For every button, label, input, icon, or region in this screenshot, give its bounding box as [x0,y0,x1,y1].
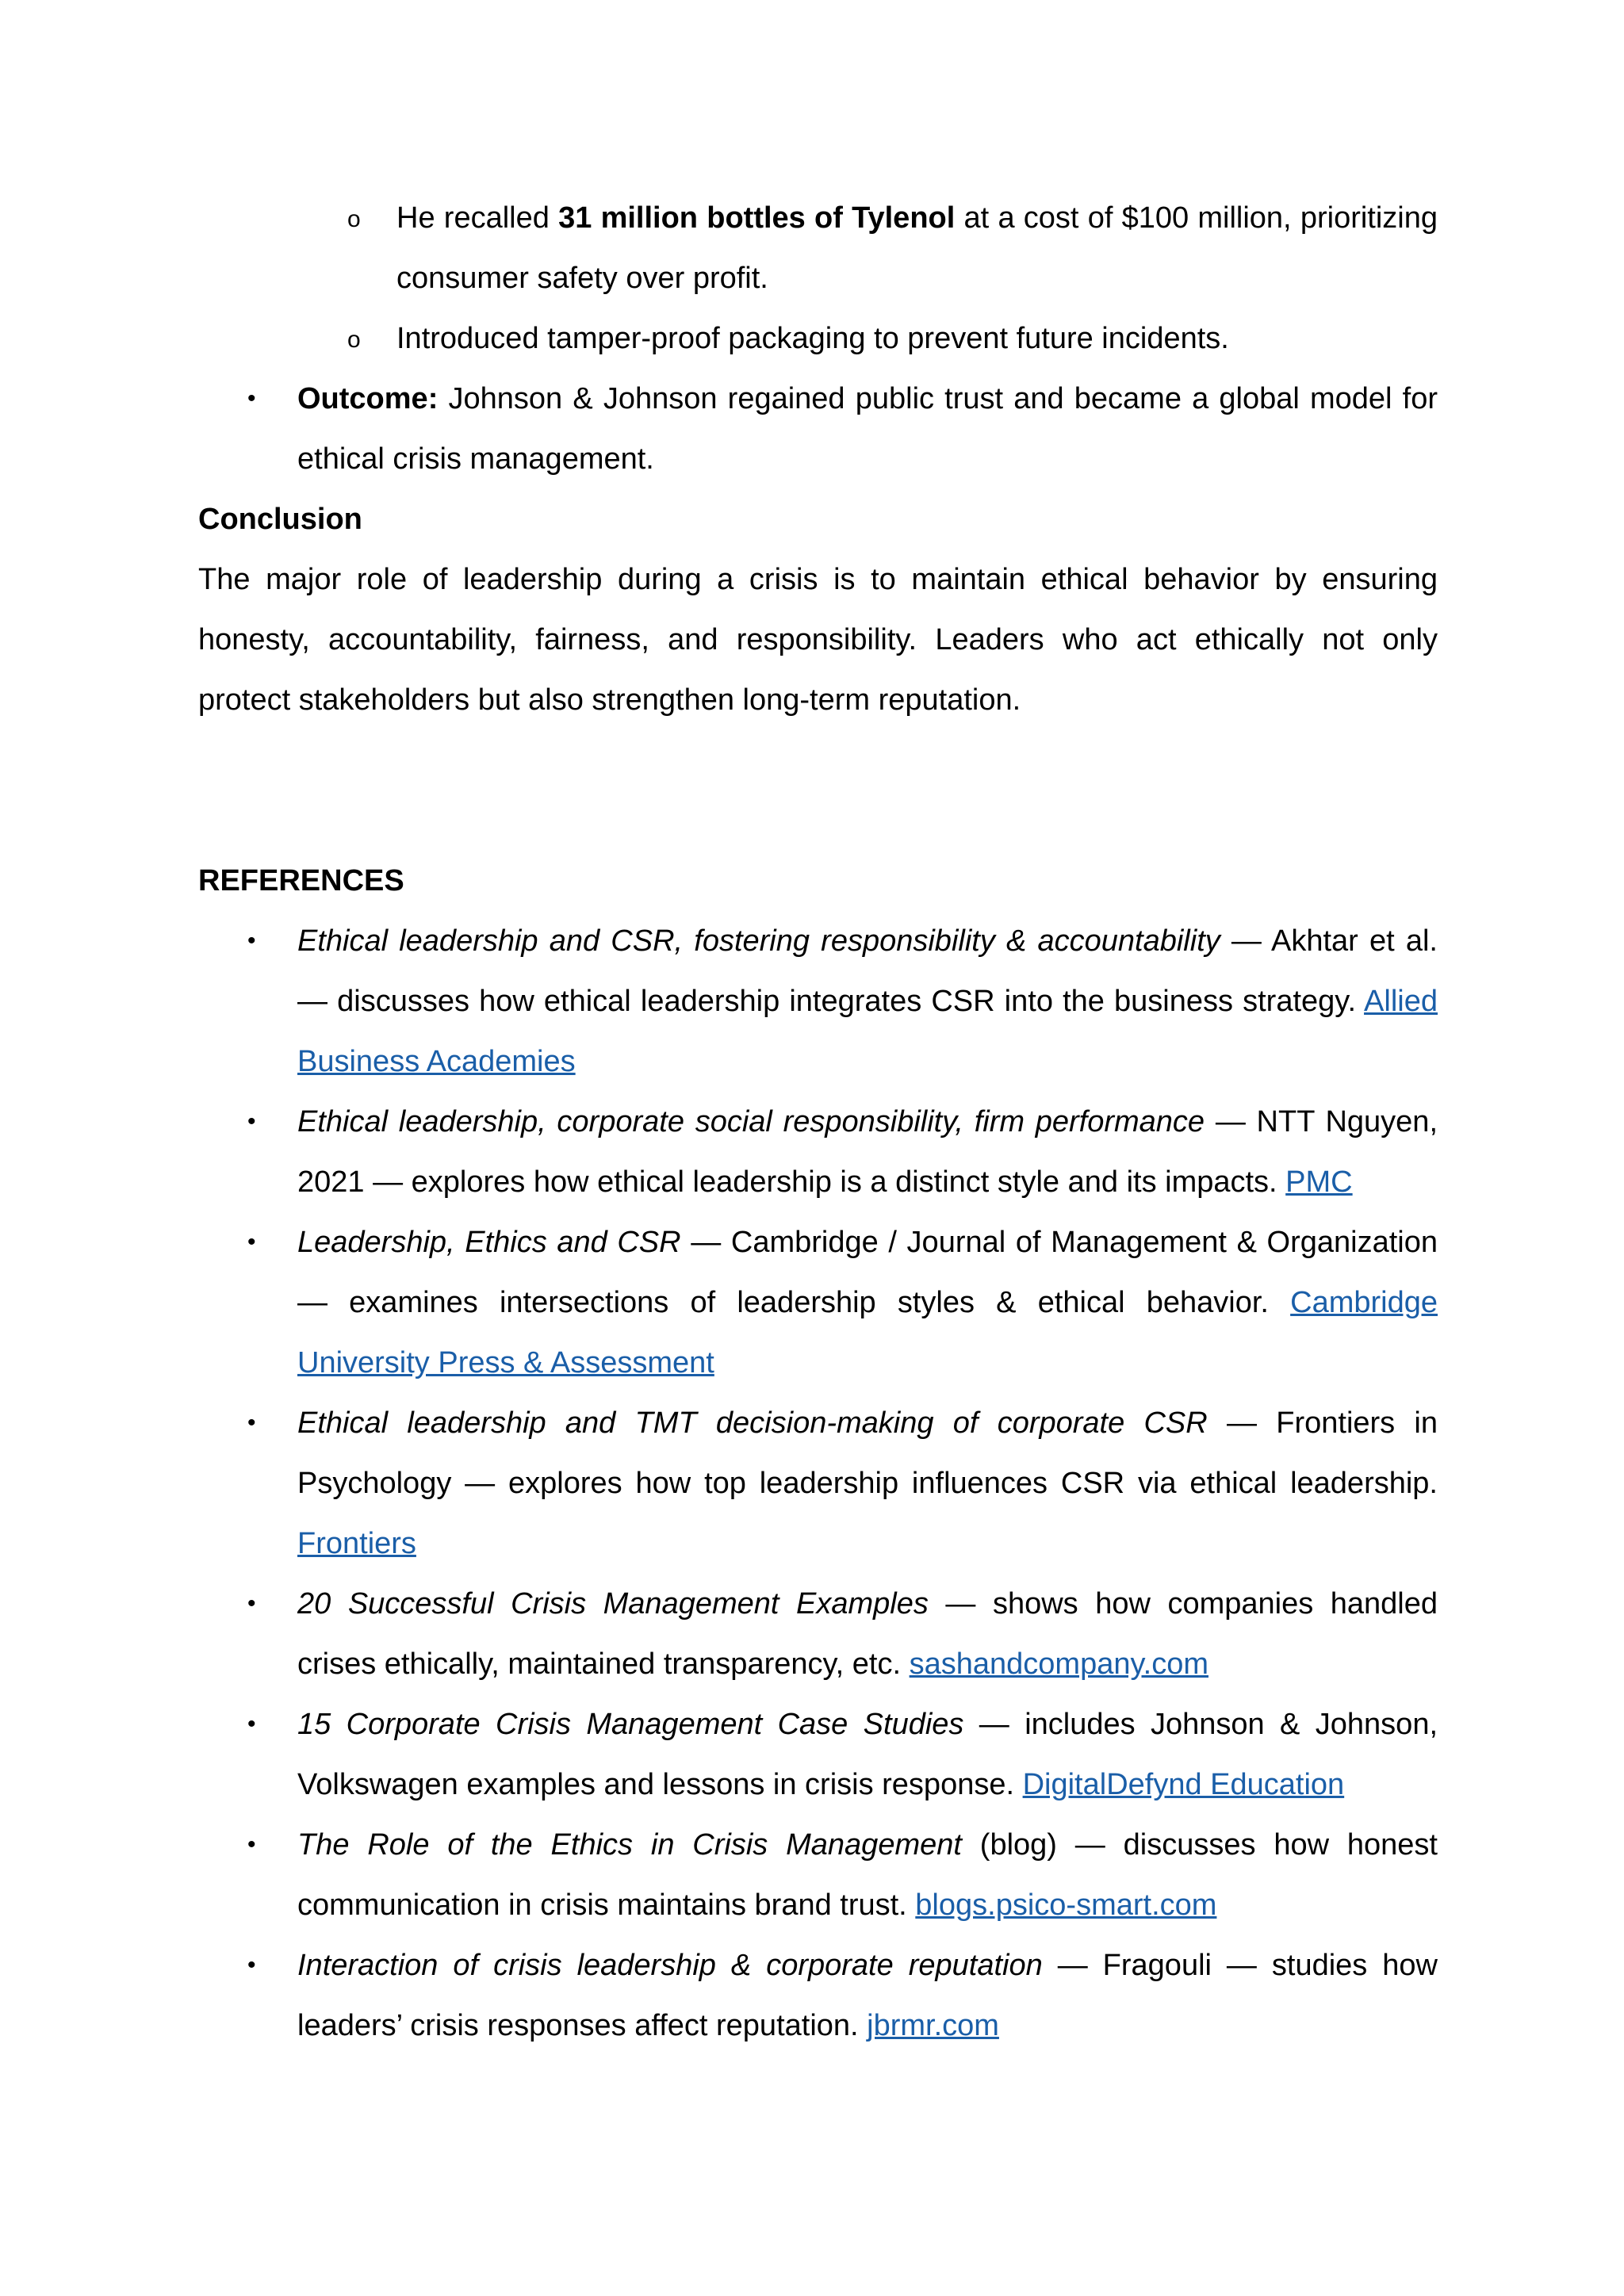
reference-title: Ethical leadership, corporate social responsibility, firm performance [297,1105,1205,1138]
reference-desc: — shows how companies handled crises ethically, maintained transparency, etc. [297,1587,1438,1681]
reference-title: Ethical leadership and CSR, fostering responsibility & accountability [297,924,1220,958]
reference-desc: — Akhtar et al. — discusses how ethical leadership integrates CSR into the business strategy. [297,924,1438,1018]
reference-desc: — Cambridge / Journal of Management & Organization — examines intersections of leadership styles & ethical behavior. [297,1226,1438,1319]
reference-desc: — includes Johnson & Johnson, Volkswagen examples and lessons in crisis response. [297,1708,1438,1801]
reference-item [198,1212,1438,1393]
document-page [198,188,1438,2056]
reference-item [198,911,1438,1092]
reference-title: Leadership, Ethics and CSR [297,1226,681,1259]
references-heading: REFERENCES [198,864,404,897]
reference-link[interactable]: blogs.psico-smart.com [915,1888,1217,1922]
reference-title: The Role of the Ethics in Crisis Management [297,1828,962,1862]
reference-link[interactable]: jbrmr.com [867,2009,999,2042]
text-run: Introduced tamper-proof packaging to prevent future incidents. [396,322,1229,355]
reference-link[interactable]: Allied Business Academies [297,985,1438,1078]
reference-item [198,1092,1438,1212]
conclusion-heading: Conclusion [198,503,362,536]
reference-item [198,1815,1438,1935]
reference-item [198,1935,1438,2056]
outcome-label: Outcome: [297,382,439,415]
reference-link[interactable]: DigitalDefynd Education [1022,1768,1345,1801]
reference-desc: — Frontiers in Psychology — explores how top leadership influences CSR via ethical leadership. [297,1406,1438,1500]
text-run: He recalled [396,201,559,235]
bullet-icon: • [247,1410,256,1436]
reference-link[interactable]: PMC [1285,1165,1353,1199]
reference-item [198,1694,1438,1815]
reference-desc: (blog) — discusses how honest communication in crisis maintains brand trust. [297,1828,1438,1922]
reference-title: 20 Successful Crisis Management Examples [297,1587,929,1621]
text-run: at a cost of $100 million, prioritizing consumer safety over profit. [396,201,1438,295]
bullet-icon: • [247,928,256,954]
reference-link[interactable]: Cambridge University Press & Assessment [297,1286,1438,1380]
references-list [198,911,1438,2056]
reference-item [198,1574,1438,1694]
bullet-icon: • [247,385,256,411]
outcome-text: Johnson & Johnson regained public trust and became a global model for ethical crisis management. [297,382,1438,476]
bullet-icon: • [247,1952,256,1978]
tylenol-sub-list [198,188,1438,369]
spacer [198,730,1438,851]
circle-bullet-icon: o [347,206,361,232]
conclusion-body: The major role of leadership during a crisis is to maintain ethical behavior by ensuring honesty, accountability, fairness, and responsibility. Leaders who act ethically not only protect stakeholders but also strengthen long-term reputation. [198,563,1438,717]
reference-desc: — Fragouli — studies how leaders’ crisis responses affect reputation. [297,1949,1438,2042]
bullet-icon: • [247,1590,256,1617]
reference-desc: — NTT Nguyen, 2021 — explores how ethical leadership is a distinct style and its impacts. [297,1105,1438,1199]
bullet-icon: • [247,1108,256,1135]
reference-title: Interaction of crisis leadership & corporate reputation [297,1949,1043,1982]
bullet-icon: • [247,1831,256,1858]
reference-title: Ethical leadership and TMT decision-making of corporate CSR [297,1406,1208,1440]
reference-link[interactable]: sashandcompany.com [909,1647,1208,1681]
sub-list-item [198,308,1438,369]
reference-item [198,1393,1438,1574]
outcome-item [198,369,1438,489]
bullet-icon: • [247,1229,256,1255]
circle-bullet-icon: o [347,327,361,353]
bold-text: 31 million bottles of Tylenol [558,201,956,235]
reference-link[interactable]: Frontiers [297,1527,416,1560]
bullet-icon: • [247,1711,256,1737]
sub-list-item [198,188,1438,308]
reference-title: 15 Corporate Crisis Management Case Studies [297,1708,964,1741]
